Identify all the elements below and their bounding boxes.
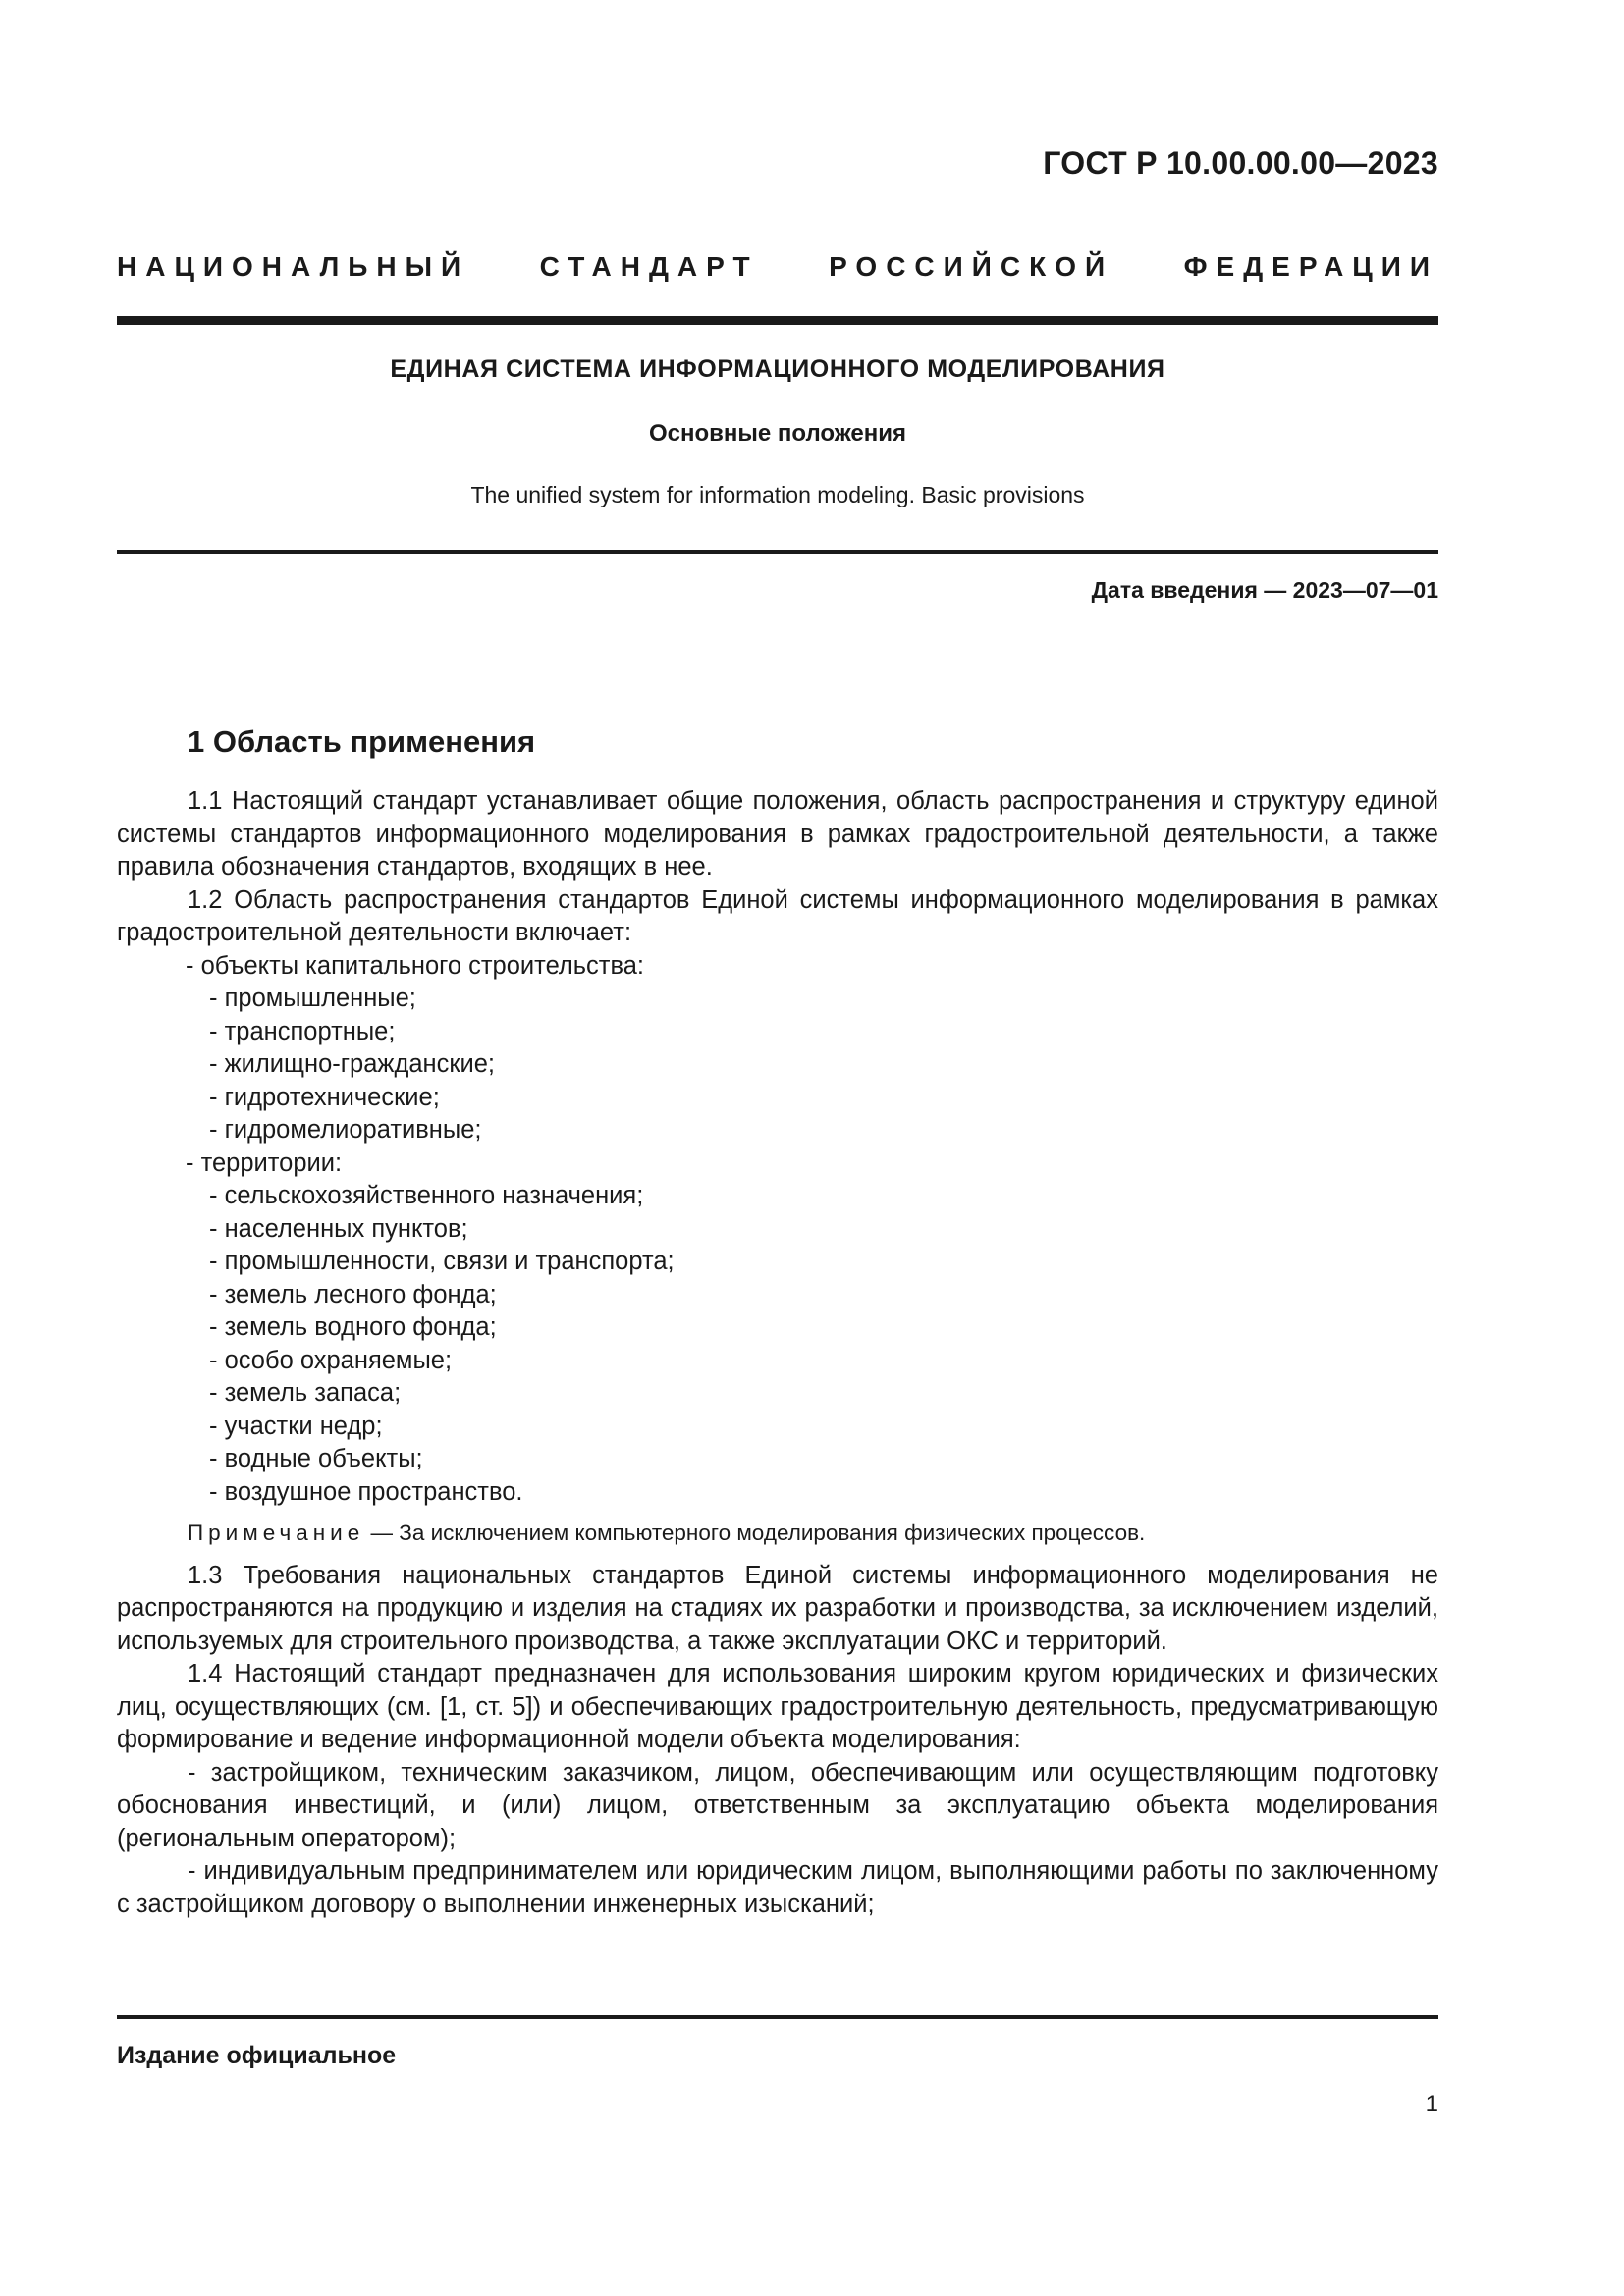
- list-item: - промышленности, связи и транспорта;: [209, 1248, 675, 1275]
- paragraph-1-4-item-a: - застройщиком, техническим заказчиком, лицом, обеспечивающим или осуществляющим подготовку обоснования инвестиций, и (или) лицом, ответственным за эксплуатацию объекта моделирования (региональным оператором);: [117, 1758, 1438, 1852]
- list-item: - гидромелиоративные;: [209, 1116, 482, 1144]
- territories-list-heading: - территории:: [186, 1148, 343, 1177]
- header-divider-thin: [117, 550, 1438, 554]
- objects-list-heading: - объекты капитального строительства:: [186, 951, 645, 980]
- list-item: - участки недр;: [209, 1412, 383, 1440]
- list-item: - земель запаса;: [209, 1379, 402, 1407]
- section-heading: 1 Область применения: [188, 724, 536, 759]
- english-title: The unified system for information modeling. Basic provisions: [470, 482, 1085, 507]
- official-edition-label: Издание официальное: [117, 2042, 397, 2069]
- list-item: - жилищно-гражданские;: [209, 1050, 496, 1078]
- note: [188, 1517, 1438, 1550]
- section-body: [117, 785, 1438, 1921]
- note-label: Примечание: [188, 1521, 365, 1545]
- paragraph-1-2: 1.2 Область распространения стандартов Единой системы информационного моделирования в рамках градостроительной деятельности включает:: [117, 885, 1438, 946]
- paragraph-1-4-item-b: - индивидуальным предпринимателем или юридическим лицом, выполняющими работы по заключенному с застройщиком договору о выполнении инженерных изысканий;: [117, 1857, 1438, 1918]
- footer-divider: [117, 2015, 1438, 2019]
- header-divider-thick: [117, 316, 1438, 325]
- system-title: ЕДИНАЯ СИСТЕМА ИНФОРМАЦИОННОГО МОДЕЛИРОВАНИЯ: [390, 355, 1165, 383]
- page-number: 1: [1425, 2091, 1438, 2117]
- document-subtitle: Основные положения: [648, 420, 907, 447]
- document-code: ГОСТ Р 10.00.00.00—2023: [1043, 145, 1438, 181]
- list-item: - земель лесного фонда;: [209, 1280, 497, 1308]
- paragraph-1-4: 1.4 Настоящий стандарт предназначен для использования широким кругом юридических и физических лиц, осуществляющих (см. [1, ст. 5]) и обеспечивающих градостроительную деятельность, предусматривающую формирование и ведение информационной модели объекта моделирования:: [117, 1660, 1438, 1753]
- list-item: - земель водного фонда;: [209, 1313, 497, 1341]
- note-text: — За исключением компьютерного моделирования физических процессов.: [364, 1521, 1146, 1545]
- list-item: - сельскохозяйственного назначения;: [209, 1182, 644, 1209]
- list-item: - гидротехнические;: [209, 1083, 440, 1111]
- list-item: - особо охраняемые;: [209, 1346, 453, 1374]
- paragraph-1-1: 1.1 Настоящий стандарт устанавливает общие положения, область распространения и структуру единой системы стандартов информационного моделирования в рамках градостроительной деятельности, а также правила обозначения стандартов, входящих в нее.: [117, 787, 1438, 881]
- document-page: [117, 0, 1438, 2296]
- national-standard-banner: НАЦИОНАЛЬНЫЙ СТАНДАРТ РОССИЙСКОЙ ФЕДЕРАЦИИ: [117, 251, 1438, 282]
- list-item: - промышленные;: [209, 985, 416, 1012]
- list-item: - воздушное пространство.: [209, 1477, 523, 1506]
- list-item: - транспортные;: [209, 1017, 396, 1045]
- list-item: - водные объекты;: [209, 1445, 423, 1472]
- list-item: - населенных пунктов;: [209, 1214, 468, 1243]
- paragraph-1-3: 1.3 Требования национальных стандартов Единой системы информационного моделирования не распространяются на продукцию и изделия на стадиях их разработки и производства, за исключением изделий, используемых для строительного производства, а также эксплуатации ОКС и территорий.: [117, 1561, 1438, 1655]
- introduction-date: Дата введения — 2023—07—01: [1091, 577, 1438, 603]
